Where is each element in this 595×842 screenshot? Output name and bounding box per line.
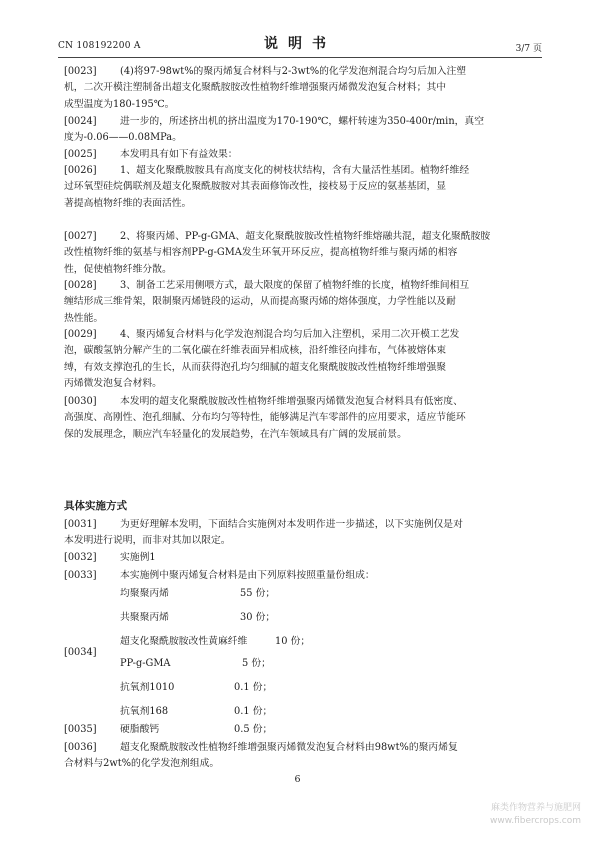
text-line: 度为-0.06——0.08MPa。: [64, 132, 182, 144]
text-line: 缠结形成三维骨架，限制聚丙烯链段的运动，从而提高聚丙烯的熔体强度，力学性能以及耐: [64, 296, 456, 308]
para-number: [0029]: [64, 329, 97, 340]
para-number: [0024]: [64, 116, 97, 127]
para-number: [0026]: [64, 165, 97, 176]
para-number: [0028]: [64, 280, 97, 291]
paragraph: [64, 278, 532, 327]
text-line: 机，二次开模注塑制备出超支化聚酰胺胺改性植物纤维增强聚丙烯微发泡复合材料；其中: [64, 82, 447, 94]
paragraph: [64, 163, 532, 212]
text-line: 缚，有效支撑泡孔的生长，从而获得泡孔均匀细腻的超支化聚酰胺胺改性植物纤维增强聚: [64, 361, 447, 373]
paragraph-0031: [64, 517, 532, 550]
patent-number: CN 108192200 A: [58, 41, 141, 51]
component-name: 抗氧剂1010: [120, 682, 175, 693]
paragraph: [64, 229, 532, 278]
text-line: 保的发展理念，顺应汽车轻量化的发展趋势，在汽车领域具有广阔的发展前景。: [64, 428, 407, 440]
page-indicator: 3/7 页: [515, 44, 542, 54]
component-name: 超支化聚酰胺胺改性黄麻纤维: [120, 636, 248, 647]
text-line: 本发明具有如下有益效果：: [120, 149, 238, 160]
text-line: 合材料与2wt%的化学发泡剂组成。: [64, 758, 220, 770]
text-line: 进一步的，所述挤出机的挤出温度为170-190℃，螺杆转速为350-400r/min，真空: [120, 116, 485, 127]
para-number: [0034]: [64, 647, 97, 658]
para-number: [0023]: [64, 66, 97, 77]
component-value: 0.1 份；: [234, 682, 273, 693]
component-value: 5 份；: [242, 658, 271, 669]
component-value: 30 份；: [240, 612, 276, 623]
component-value: 55 份；: [240, 588, 276, 599]
text-line: 著提高植物纤维的表面活性。: [64, 197, 192, 209]
component-value: 0.1 份；: [234, 706, 273, 717]
text-line: 成型温度为180-195℃。: [64, 98, 175, 110]
paragraph-0033: 本实施例中聚丙烯复合材料是由下列原料按照重量份组成：: [120, 570, 375, 581]
watermark-url: www.fibercrops.com: [490, 816, 581, 826]
para-number: [0025]: [64, 149, 97, 160]
component-value: 0.5 份；: [234, 724, 273, 735]
text-line: 改性植物纤维的氨基与相容剂PP-g-GMA发生环氧开环反应，提高植物纤维与聚丙烯的相容: [64, 247, 458, 259]
paragraph: [64, 327, 532, 393]
text-line: 超支化聚酰胺胺改性植物纤维增强聚丙烯微发泡复合材料由98wt%的聚丙烯复: [120, 742, 458, 753]
paragraph-0036: [64, 740, 532, 773]
text-line: 1、超支化聚酰胺胺具有高度支化的树枝状结构，含有大量活性基团。植物纤维经: [120, 165, 470, 176]
component-name: 硬脂酸钙: [120, 724, 160, 735]
text-line: 本发明进行说明，而非对其加以限定。: [64, 535, 231, 547]
paragraph: [64, 394, 532, 443]
text-line: 3、制备工艺采用侧喂方式，最大限度的保留了植物纤维的长度，植物纤维间相互: [120, 280, 470, 291]
paragraph: [64, 147, 532, 163]
text-line: 过环氧型硅烷偶联剂及超支化聚酰胺胺对其表面修饰改性，接枝易于反应的氨基基团，显: [64, 181, 447, 193]
section-title: 具体实施方式: [64, 500, 127, 512]
para-number: [0031]: [64, 519, 97, 530]
header-rule: [58, 57, 542, 58]
para-number: [0035]: [64, 724, 97, 735]
paragraph-0032: 实施例1: [120, 552, 156, 563]
component-value: 10 份；: [275, 636, 311, 647]
watermark-title: 麻类作物营养与施肥网: [490, 803, 581, 813]
text-line: 本发明的超支化聚酰胺胺改性植物纤维增强聚丙烯微发泡复合材料具有低密度、: [120, 396, 463, 407]
text-line: 高强度、高刚性、泡孔细腻、分布均匀等特性，能够满足汽车零部件的应用要求，适应节能环: [64, 412, 466, 424]
para-number: [0033]: [64, 570, 97, 581]
paragraph: [64, 64, 532, 113]
text-line: 泡，碳酸氢钠分解产生的二氧化碳在纤维表面异相成核，沿纤维径向排布，气体被熔体束: [64, 345, 447, 357]
para-number: [0032]: [64, 552, 97, 563]
text-line: 为更好理解本发明，下面结合实施例对本发明作进一步描述，以下实施例仅是对: [120, 519, 463, 530]
para-number: [0027]: [64, 231, 97, 242]
watermark: [490, 802, 581, 828]
para-number: [0030]: [64, 396, 97, 407]
para-number: [0036]: [64, 742, 97, 753]
component-name: 抗氧剂168: [120, 706, 169, 717]
component-name: 共聚聚丙烯: [120, 612, 169, 623]
text-line: 丙烯微发泡复合材料。: [64, 378, 162, 390]
paragraph: [64, 114, 532, 147]
component-name: PP-g-GMA: [120, 658, 171, 669]
page-header: [58, 32, 542, 54]
text-line: (4)将97-98wt%的聚丙烯复合材料与2-3wt%的化学发泡剂混合均匀后加入注塑: [120, 66, 467, 77]
component-name: 均聚聚丙烯: [120, 588, 169, 599]
text-line: 2、将聚丙烯、PP-g-GMA、超支化聚酰胺胺改性植物纤维熔融共混，超支化聚酰胺胺: [120, 231, 491, 242]
text-line: 4、聚丙烯复合材料与化学发泡剂混合均匀后加入注塑机，采用二次开模工艺发: [120, 329, 460, 340]
text-line: 热性能。: [64, 312, 104, 324]
text-line: 性，促使植物纤维分散。: [64, 263, 172, 275]
page-number: 6: [294, 774, 301, 785]
document-title: 说明书: [264, 36, 336, 52]
